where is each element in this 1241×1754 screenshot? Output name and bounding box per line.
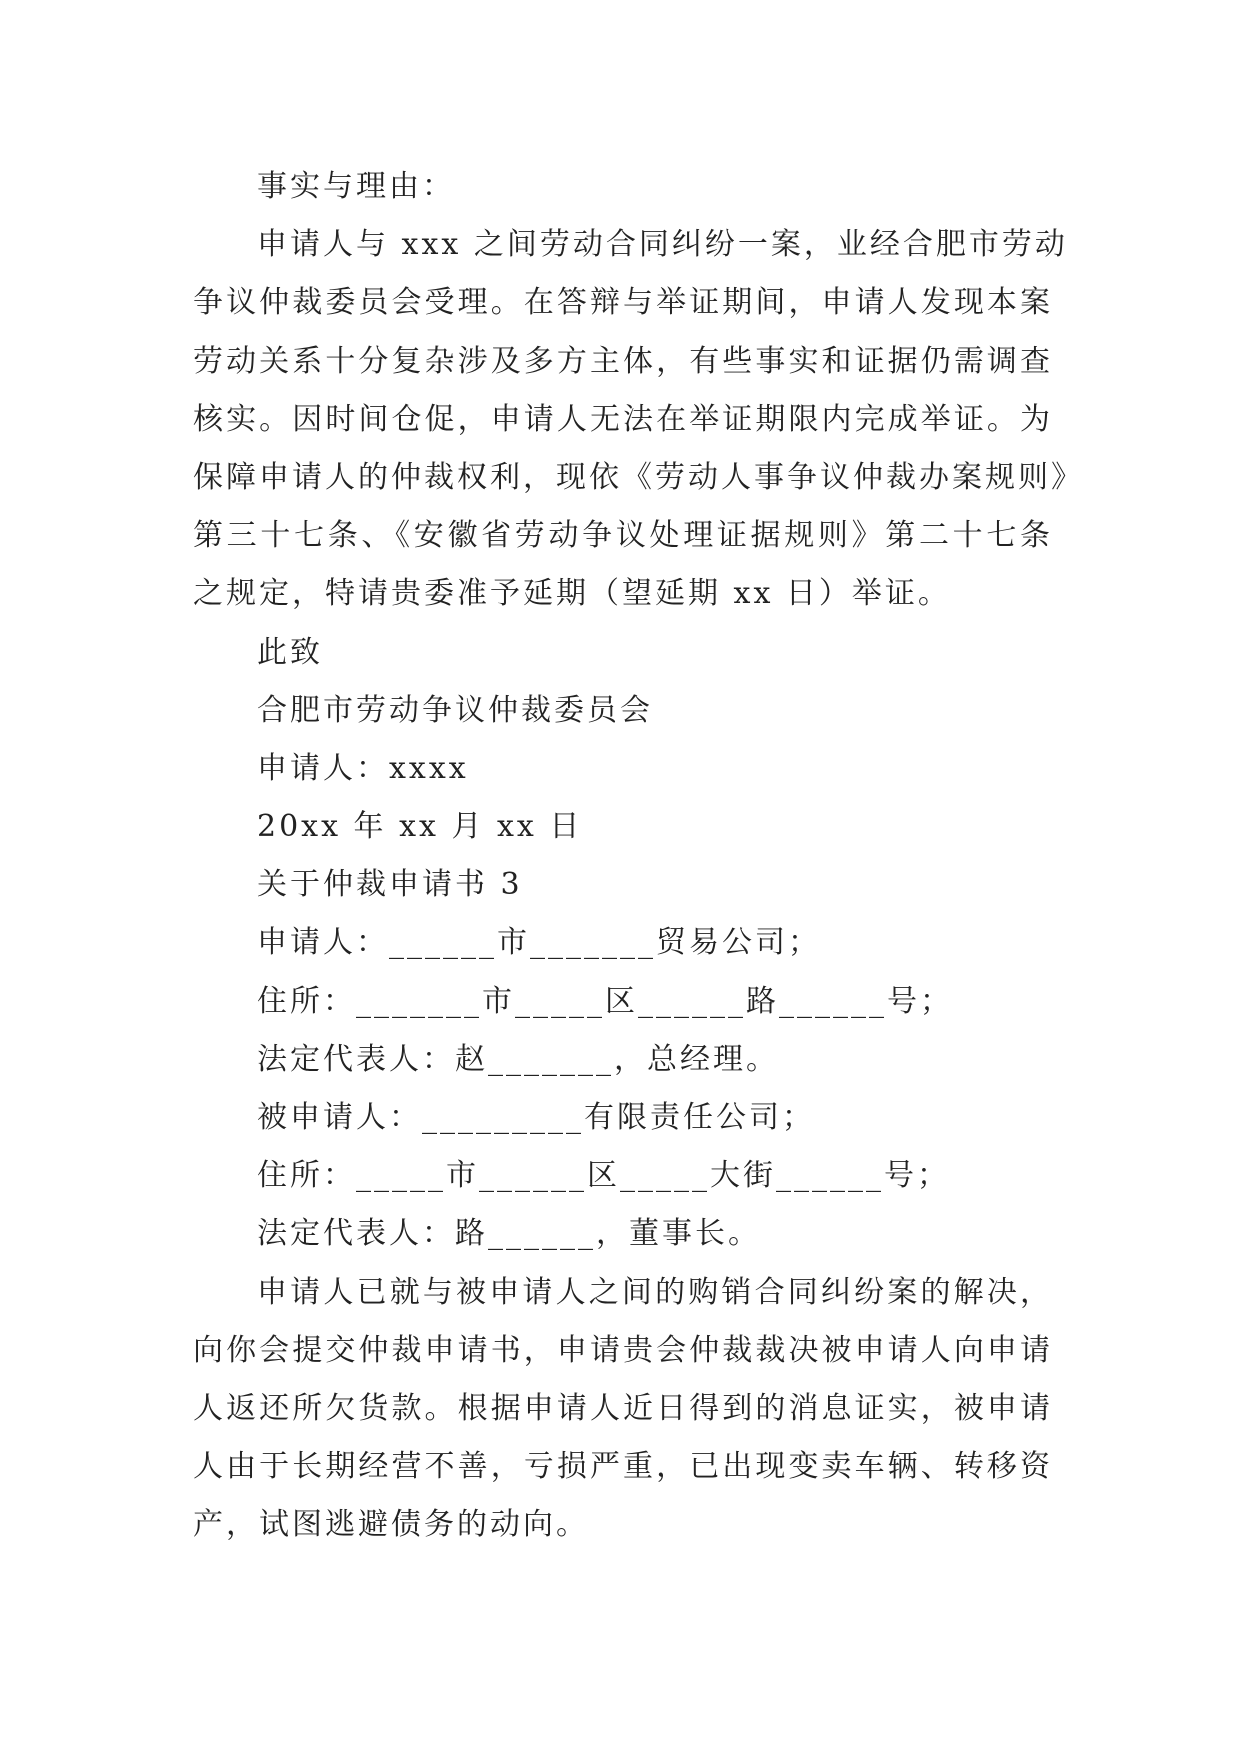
- address-line: 住所：_______市_____区______路______号；: [257, 983, 953, 1019]
- paragraph-line: 申请人与 xxx 之间劳动合同纠纷一案，业经合肥市劳动: [257, 227, 1068, 263]
- paragraph-line: 劳动关系十分复杂涉及多方主体，有些事实和证据仍需调查: [193, 343, 1053, 379]
- paragraph-line: 核实。因时间仓促，申请人无法在举证期限内完成举证。为: [193, 401, 1053, 437]
- legal-representative-line: 法定代表人：赵_______，总经理。: [257, 1041, 779, 1077]
- respondent-line: 被申请人：_________有限责任公司；: [257, 1100, 815, 1135]
- respondent-address-line: 住所：_____市______区_____大街______号；: [257, 1158, 950, 1194]
- salutation: 此致: [257, 634, 323, 670]
- applicant-signature: 申请人：xxxx: [257, 750, 469, 786]
- paragraph-line: 向你会提交仲裁申请书，申请贵会仲裁裁决被申请人向申请: [193, 1332, 1053, 1368]
- paragraph-line: 第三十七条、《安徽省劳动争议处理证据规则》第二十七条: [193, 518, 1053, 554]
- date-line: 20xx 年 xx 月 xx 日: [257, 809, 583, 845]
- paragraph-line: 之规定，特请贵委准予延期（望延期 xx 日）举证。: [193, 576, 951, 612]
- section-heading-facts: 事实与理由：: [257, 169, 455, 204]
- paragraph-line: 争议仲裁委员会受理。在答辩与举证期间，申请人发现本案: [193, 285, 1053, 321]
- paragraph-line: 产，试图逃避债务的动向。: [193, 1507, 589, 1543]
- document-body: [193, 158, 1084, 1555]
- respondent-representative-line: 法定代表人：路______，董事长。: [257, 1216, 761, 1252]
- paragraph-line: 人由于长期经营不善，亏损严重，已出现变卖车辆、转移资: [193, 1449, 1053, 1485]
- document-title: 关于仲裁申请书 3: [257, 867, 523, 903]
- paragraph-line: 人返还所欠货款。根据申请人近日得到的消息证实，被申请: [193, 1390, 1053, 1426]
- applicant-line: 申请人：______市_______贸易公司；: [257, 925, 821, 961]
- paragraph-line: 申请人已就与被申请人之间的购销合同纠纷案的解决，: [257, 1274, 1053, 1310]
- paragraph-line: 保障申请人的仲裁权利，现依《劳动人事争议仲裁办案规则》: [193, 459, 1084, 495]
- recipient: 合肥市劳动争议仲裁委员会: [257, 692, 653, 728]
